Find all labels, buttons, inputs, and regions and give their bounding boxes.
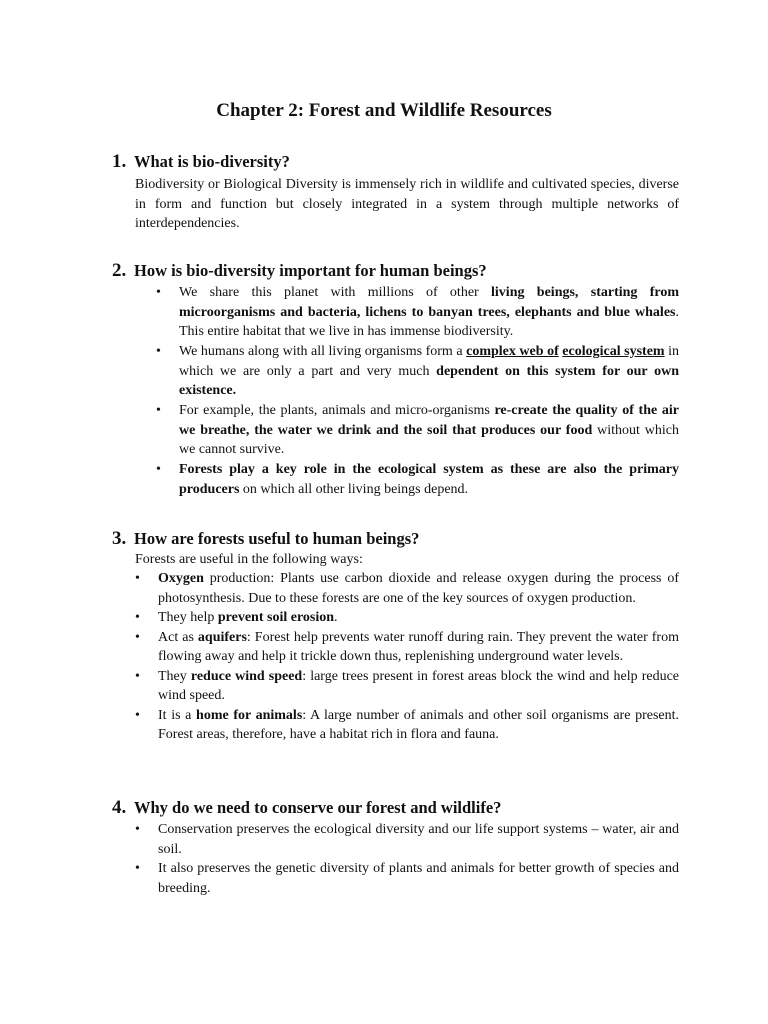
bullet-icon: •: [135, 571, 140, 586]
question-3-intro: Forests are useful in the following ways:: [135, 552, 363, 567]
list-item: • Oxygen production: Plants use carbon dioxide and release oxygen during the process of photosynthesis. Due to these forests are one of the key sources of oxygen production.: [135, 571, 679, 606]
list-item: • Act as aquifers: Forest help prevents water runoff during rain. They prevent the water from flowing away and help it trickle down thus, replenishing underground water levels.: [135, 629, 679, 664]
bullet-icon: •: [135, 668, 140, 684]
bullet-icon: •: [135, 629, 140, 645]
question-number: 1.: [112, 151, 127, 172]
bullet-icon: •: [135, 707, 140, 723]
list-item: • They help prevent soil erosion.: [135, 608, 679, 628]
bullet-icon: •: [156, 462, 161, 477]
question-4-list: [135, 820, 679, 898]
question-3-list: [135, 569, 679, 745]
bullet-icon: •: [156, 285, 161, 300]
bullet-icon: •: [156, 344, 161, 359]
question-number: 4.: [112, 797, 127, 818]
list-item: • They reduce wind speed: large trees present in forest areas block the wind and help reduce wind speed.: [135, 668, 679, 703]
list-item: • It also preserves the genetic diversity of plants and animals for better growth of species and breeding.: [135, 861, 679, 896]
question-text: Why do we need to conserve our forest and wildlife?: [134, 798, 502, 817]
list-item: • We humans along with all living organisms form a complex web of ecological system in which we are only a part and very much dependent on this system for our own existence.: [156, 344, 680, 398]
list-item: • For example, the plants, animals and micro-organisms re-create the quality of the air we breathe, the water we drink and the soil that produces our food without which we cannot survive.: [156, 403, 679, 457]
question-text: How is bio-diversity important for human beings?: [134, 261, 487, 280]
bullet-icon: •: [156, 403, 161, 418]
bullet-icon: •: [135, 822, 140, 837]
question-text: What is bio-diversity?: [134, 152, 290, 171]
page-title: Chapter 2: Forest and Wildlife Resources: [216, 100, 552, 121]
bullet-icon: •: [135, 861, 140, 876]
question-text: How are forests useful to human beings?: [134, 529, 420, 548]
list-item: • We share this planet with millions of other living beings, starting from microorganisms and bacteria, lichens to banyan trees, elephants and blue whales. This entire habitat that we live in has immense biodiversity.: [156, 285, 680, 339]
question-number: 3.: [112, 528, 127, 549]
question-number: 2.: [112, 260, 127, 281]
list-item: • Forests play a key role in the ecological system as these are also the primary producers on which all other living beings depend.: [156, 462, 679, 497]
list-item: • Conservation preserves the ecological diversity and our life support systems – water, air and soil.: [135, 822, 679, 857]
bullet-icon: •: [135, 610, 140, 625]
question-1-answer: Biodiversity or Biological Diversity is immensely rich in wildlife and cultivated species, diverse in form and function but closely integrated in a system through multiple networks of interdependencies.: [135, 177, 679, 231]
list-item: • It is a home for animals: A large number of animals and other soil organisms are present. Forest areas, therefore, have a habitat rich in flora and fauna.: [135, 707, 679, 742]
question-2-list: [156, 283, 679, 499]
